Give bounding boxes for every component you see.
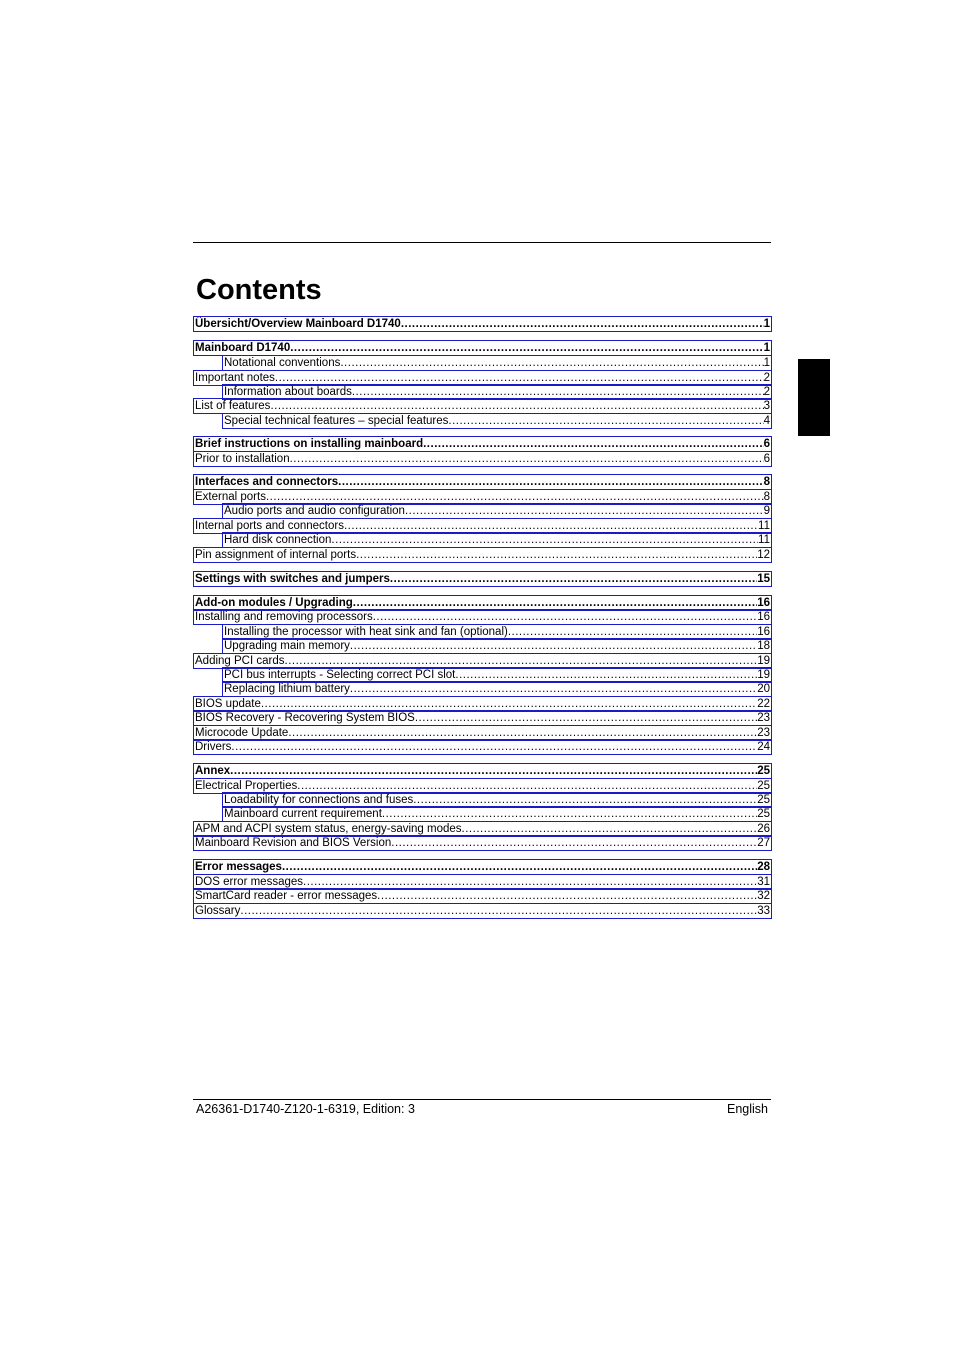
- toc-page-number: 19: [757, 655, 770, 667]
- toc-page-number: 25: [757, 765, 770, 777]
- toc-page-number: 33: [757, 905, 770, 917]
- toc-dot-leader: [353, 596, 757, 610]
- toc-dot-leader: [290, 341, 763, 355]
- toc-dot-leader: [288, 726, 757, 740]
- toc-entry[interactable]: [222, 503, 772, 519]
- toc-entry[interactable]: [193, 340, 772, 356]
- toc-entry[interactable]: [222, 638, 772, 654]
- toc-page-number: 25: [757, 794, 770, 806]
- toc-entry-title: Settings with switches and jumpers: [195, 573, 390, 585]
- toc-page-number: 25: [757, 780, 770, 792]
- toc-page-number: 19: [757, 669, 770, 681]
- toc-entry-title: List of features: [195, 400, 271, 412]
- toc-entry[interactable]: [222, 413, 772, 429]
- toc-dot-leader: [390, 572, 757, 586]
- toc-dot-leader: [455, 668, 757, 682]
- toc-entry-title: DOS error messages: [195, 876, 304, 888]
- toc-entry-title: BIOS Recovery - Recovering System BIOS: [195, 712, 415, 724]
- toc-entry-title: Add-on modules / Upgrading: [195, 597, 353, 609]
- toc-page-number: 16: [757, 611, 770, 623]
- toc-entry-title: Microcode Update: [195, 727, 289, 739]
- toc-entry-title: APM and ACPI system status, energy-saving modes: [195, 823, 462, 835]
- footer-rule: [193, 1099, 771, 1100]
- toc-entry-title: BIOS update: [195, 698, 261, 710]
- toc-page-number: 1: [763, 357, 770, 369]
- toc-page-number: 1: [763, 318, 770, 330]
- toc-dot-leader: [266, 490, 764, 504]
- toc-entry-title: Electrical Properties: [195, 780, 298, 792]
- toc-dot-leader: [344, 519, 758, 533]
- toc-dot-leader: [282, 860, 757, 874]
- toc-dot-leader: [338, 475, 763, 489]
- toc-dot-leader: [240, 904, 757, 918]
- toc-entry-title: Notational conventions: [224, 357, 341, 369]
- toc-entry-title: Brief instructions on installing mainboard: [195, 438, 424, 450]
- toc-page-number: 16: [757, 626, 770, 638]
- toc-dot-leader: [275, 371, 764, 385]
- toc-page-number: 22: [757, 698, 770, 710]
- toc-page-number: 8: [763, 476, 770, 488]
- toc-entry-title: Prior to installation: [195, 453, 290, 465]
- toc-page-number: 31: [757, 876, 770, 888]
- toc-page-number: 16: [757, 597, 770, 609]
- toc-entry-title: Adding PCI cards: [195, 655, 285, 667]
- toc-entry[interactable]: [222, 355, 772, 371]
- toc-entry-title: Übersicht/Overview Mainboard D1740: [195, 318, 401, 330]
- toc-dot-leader: [297, 779, 757, 793]
- toc-page-number: 26: [757, 823, 770, 835]
- toc-entry-title: Audio ports and audio configuration: [224, 505, 405, 517]
- page-title: Contents: [196, 274, 322, 306]
- toc-entry[interactable]: [222, 806, 772, 822]
- toc-page-number: 23: [757, 727, 770, 739]
- toc-entry-title: Drivers: [195, 741, 232, 753]
- toc-dot-leader: [448, 414, 763, 428]
- toc-page-number: 2: [763, 386, 770, 398]
- toc-entry-title: Special technical features – special features: [224, 415, 449, 427]
- toc-entry-title: Loadability for connections and fuses: [224, 794, 414, 806]
- toc-page-number: 28: [757, 861, 770, 873]
- toc-dot-leader: [462, 822, 758, 836]
- toc-entry-title: Important notes: [195, 372, 275, 384]
- toc-entry-title: Error messages: [195, 861, 282, 873]
- toc-dot-leader: [270, 399, 763, 413]
- toc-dot-leader: [356, 548, 757, 562]
- toc-dot-leader: [340, 356, 763, 370]
- toc-dot-leader: [350, 682, 757, 696]
- toc-dot-leader: [352, 385, 764, 399]
- toc-entry[interactable]: [193, 859, 772, 875]
- toc-entry[interactable]: [193, 316, 772, 332]
- toc-entry-title: Information about boards: [224, 386, 352, 398]
- toc-entry-title: Mainboard current requirement: [224, 808, 382, 820]
- toc-entry-title: Internal ports and connectors: [195, 520, 344, 532]
- toc-entry[interactable]: [193, 763, 772, 779]
- toc-entry-title: External ports: [195, 491, 266, 503]
- toc-entry[interactable]: [193, 398, 772, 414]
- toc-page-number: 4: [763, 415, 770, 427]
- toc-entry[interactable]: [193, 835, 772, 851]
- toc-entry[interactable]: [193, 609, 772, 625]
- toc-page-number: 3: [763, 400, 770, 412]
- toc-page-number: 1: [763, 342, 770, 354]
- toc-dot-leader: [261, 697, 757, 711]
- toc-entry[interactable]: [193, 888, 772, 904]
- toc-dot-leader: [373, 610, 758, 624]
- toc-page-number: 2: [763, 372, 770, 384]
- toc-page-number: 9: [763, 505, 770, 517]
- toc-page-number: 18: [757, 640, 770, 652]
- toc-page-number: 6: [763, 438, 770, 450]
- toc-entry-title: Mainboard D1740: [195, 342, 291, 354]
- toc-entry[interactable]: [193, 571, 772, 587]
- toc-entry-title: Replacing lithium battery: [224, 683, 350, 695]
- toc-entry-title: Hard disk connection: [224, 534, 332, 546]
- toc-page-number: 15: [757, 573, 770, 585]
- toc-dot-leader: [391, 836, 757, 850]
- toc-page-number: 32: [757, 890, 770, 902]
- toc-dot-leader: [350, 639, 757, 653]
- toc-dot-leader: [331, 533, 758, 547]
- toc-dot-leader: [290, 452, 764, 466]
- toc-entry-title: Annex: [195, 765, 231, 777]
- toc-dot-leader: [405, 504, 764, 518]
- toc-page-number: 20: [757, 683, 770, 695]
- toc-dot-leader: [508, 625, 757, 639]
- toc-entry-title: Mainboard Revision and BIOS Version: [195, 837, 392, 849]
- toc-entry[interactable]: [193, 436, 772, 452]
- toc-dot-leader: [401, 317, 764, 331]
- toc-page-number: 8: [763, 491, 770, 503]
- language-label: English: [727, 1102, 768, 1116]
- toc-dot-leader: [423, 437, 763, 451]
- toc-entry[interactable]: [193, 739, 772, 755]
- toc-page-number: 11: [758, 520, 770, 532]
- toc-entry-title: Installing the processor with heat sink and fan (optional): [224, 626, 508, 638]
- toc-entry-title: SmartCard reader - error messages: [195, 890, 378, 902]
- toc-page-number: 24: [757, 741, 770, 753]
- document-id: A26361-D1740-Z120-1-6319, Edition: 3: [196, 1102, 415, 1116]
- toc-dot-leader: [231, 740, 757, 754]
- toc-page-number: 6: [763, 453, 770, 465]
- toc-page-number: 11: [758, 534, 770, 546]
- toc-entry[interactable]: [193, 474, 772, 490]
- toc-entry[interactable]: [193, 710, 772, 726]
- toc-dot-leader: [413, 793, 757, 807]
- toc-entry-title: Interfaces and connectors: [195, 476, 339, 488]
- toc-page-number: 23: [757, 712, 770, 724]
- toc-dot-leader: [230, 764, 757, 778]
- toc-dot-leader: [415, 711, 757, 725]
- toc-dot-leader: [303, 875, 757, 889]
- toc-entry-title: PCI bus interrupts - Selecting correct PCI slot: [224, 669, 456, 681]
- toc-page-number: 12: [757, 549, 770, 561]
- toc-page-number: 27: [757, 837, 770, 849]
- toc-entry-title: Upgrading main memory: [224, 640, 350, 652]
- toc-entry[interactable]: [222, 532, 772, 548]
- toc-dot-leader: [377, 889, 757, 903]
- toc-page-number: 25: [757, 808, 770, 820]
- toc-entry[interactable]: [193, 547, 772, 563]
- toc-entry[interactable]: [222, 681, 772, 697]
- toc-entry-title: Glossary: [195, 905, 241, 917]
- toc-entry-title: Installing and removing processors: [195, 611, 373, 623]
- toc-entry[interactable]: [193, 903, 772, 919]
- toc-dot-leader: [382, 807, 757, 821]
- toc-entry[interactable]: [193, 451, 772, 467]
- toc-entry-title: Pin assignment of internal ports: [195, 549, 357, 561]
- toc-dot-leader: [285, 654, 758, 668]
